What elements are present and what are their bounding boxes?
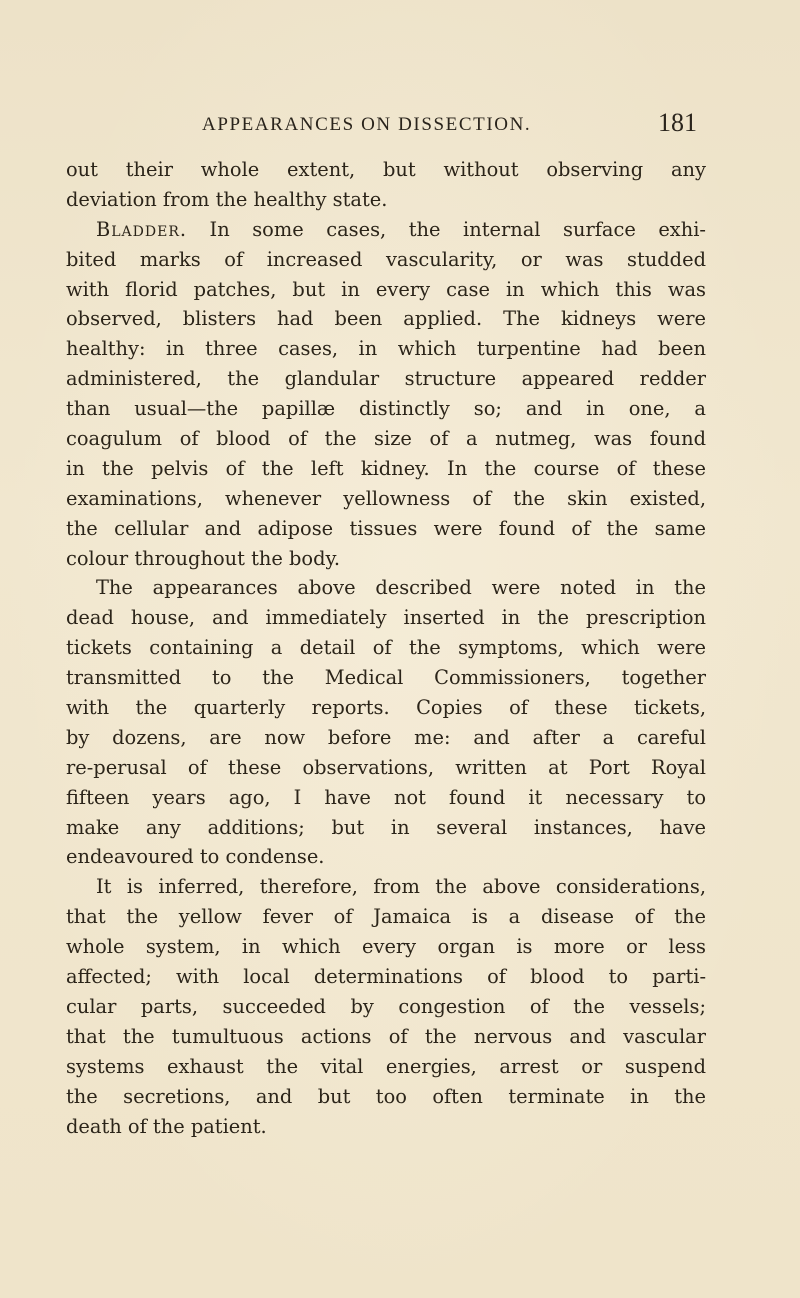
text-line: The appearances above described were noted in the xyxy=(96,576,706,600)
text-line: It is inferred, therefore, from the above considerations, xyxy=(96,875,706,899)
text-line: transmitted to the Medical Commissioners, together xyxy=(66,666,706,690)
text-line: affected; with local determinations of blood to parti- xyxy=(66,965,706,989)
text-line: cular parts, succeeded by congestion of the vessels; xyxy=(66,994,706,1018)
text-line: fifteen years ago, I have not found it necessary to xyxy=(66,785,706,809)
text-line: healthy: in three cases, in which turpentine had been xyxy=(66,337,706,361)
text-line: than usual—the papillæ distinctly so; and in one, a xyxy=(66,397,706,421)
text-line: bited marks of increased vascularity, or was studded xyxy=(66,247,706,271)
text-line: that the yellow fever of Jamaica is a disease of the xyxy=(66,905,706,929)
text-line: in the pelvis of the left kidney. In the course of these xyxy=(66,456,706,480)
text-line: that the tumultuous actions of the nervous and vascular xyxy=(66,1024,706,1048)
text-line: administered, the glandular structure appeared redder xyxy=(66,367,706,391)
text-line: systems exhaust the vital energies, arrest or suspend xyxy=(66,1054,706,1078)
section-heading-bladder: Bladder. xyxy=(96,217,188,241)
body-text xyxy=(66,155,706,1141)
text-line: deviation from the healthy state. xyxy=(66,187,388,211)
text-line: the secretions, and but too often terminate in the xyxy=(66,1084,706,1108)
text-line xyxy=(66,215,706,245)
text-line: with florid patches, but in every case in which this was xyxy=(66,277,706,301)
running-head xyxy=(0,108,800,146)
text-line: colour throughout the body. xyxy=(66,546,341,570)
text-line: examinations, whenever yellowness of the skin existed, xyxy=(66,486,706,510)
text-line: make any additions; but in several instances, have xyxy=(66,815,706,839)
text-line: out their whole extent, but without observing any xyxy=(66,158,706,181)
text-line: death of the patient. xyxy=(66,1114,267,1138)
text-line: tickets containing a detail of the symptoms, which were xyxy=(66,636,706,660)
text-line: with the quarterly reports. Copies of these tickets, xyxy=(66,696,706,720)
text-line: re-perusal of these observations, written at Port Royal xyxy=(66,755,706,779)
text-line: dead house, and immediately inserted in the prescription xyxy=(66,606,706,630)
text-line: by dozens, are now before me: and after a careful xyxy=(66,725,706,749)
page-number: 181 xyxy=(658,108,697,137)
text-line: whole system, in which every organ is more or less xyxy=(66,935,706,959)
text-line-segment: In some cases, the internal surface exhi- xyxy=(187,217,706,241)
text-line: endeavoured to condense. xyxy=(66,845,325,869)
text-line: observed, blisters had been applied. The kidneys were xyxy=(66,307,706,331)
running-head-title: APPEARANCES ON DISSECTION. xyxy=(202,114,532,135)
text-line: coagulum of blood of the size of a nutmeg, was found xyxy=(66,427,706,451)
text-line: the cellular and adipose tissues were found of the same xyxy=(66,516,706,540)
